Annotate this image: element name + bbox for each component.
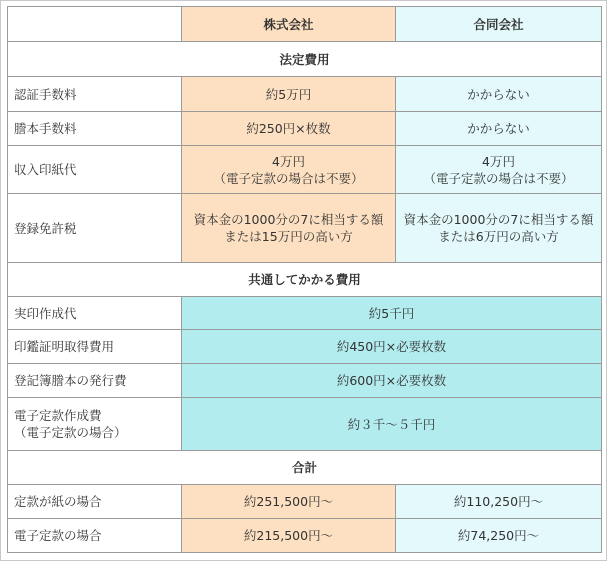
common-value: 約600円×必要枚数 xyxy=(182,364,602,398)
header-godo: 合同会社 xyxy=(396,7,602,42)
row-label: 電子定款の場合 xyxy=(8,519,182,553)
kabushiki-value: 約5万円 xyxy=(182,77,396,112)
header-kabushiki: 株式会社 xyxy=(182,7,396,42)
table-row xyxy=(8,194,602,263)
godo-value: 約110,250円～ xyxy=(396,485,602,519)
godo-value xyxy=(396,194,602,263)
godo-value: 約74,250円～ xyxy=(396,519,602,553)
section-total: 合計 xyxy=(8,451,602,485)
section-row-legal xyxy=(8,42,602,77)
table-row xyxy=(8,519,602,553)
common-value: 約5千円 xyxy=(182,297,602,330)
table-row xyxy=(8,146,602,194)
row-label: 定款が紙の場合 xyxy=(8,485,182,519)
row-label: 謄本手数料 xyxy=(8,112,182,146)
table-row xyxy=(8,485,602,519)
table-row xyxy=(8,297,602,330)
value-line: 資本金の1000分の7に相当する額 xyxy=(193,212,384,227)
table-row xyxy=(8,112,602,146)
section-common-fees: 共通してかかる費用 xyxy=(8,263,602,297)
row-label: 認証手数料 xyxy=(8,77,182,112)
godo-value: かからない xyxy=(396,112,602,146)
common-value: 約３千～５千円 xyxy=(182,398,602,451)
table-row xyxy=(8,364,602,398)
kabushiki-value: 約250円×枚数 xyxy=(182,112,396,146)
section-row-common xyxy=(8,263,602,297)
row-label: 印鑑証明取得費用 xyxy=(8,330,182,364)
table-row xyxy=(8,330,602,364)
godo-value xyxy=(396,146,602,194)
kabushiki-value: 約215,500円～ xyxy=(182,519,396,553)
label-line: 電子定款作成費 xyxy=(14,408,102,423)
table-row xyxy=(8,77,602,112)
cost-comparison-table xyxy=(7,6,602,553)
section-legal-fees: 法定費用 xyxy=(8,42,602,77)
row-label: 実印作成代 xyxy=(8,297,182,330)
row-label: 登録免許税 xyxy=(8,194,182,263)
row-label: 登記簿謄本の発行費 xyxy=(8,364,182,398)
value-line: 4万円 xyxy=(482,153,515,169)
value-line: 資本金の1000分の7に相当する額 xyxy=(403,212,594,227)
kabushiki-value xyxy=(182,194,396,263)
kabushiki-value: 約251,500円～ xyxy=(182,485,396,519)
row-label: 収入印紙代 xyxy=(8,146,182,194)
section-row-total xyxy=(8,451,602,485)
header-row xyxy=(8,7,602,42)
godo-value: かからない xyxy=(396,77,602,112)
value-note: （電子定款の場合は不要） xyxy=(423,170,574,186)
label-note: （電子定款の場合） xyxy=(14,425,127,440)
value-line: または15万円の高い方 xyxy=(224,229,353,244)
value-line: 4万円 xyxy=(272,153,305,169)
value-line: または6万円の高い方 xyxy=(438,229,559,244)
row-label xyxy=(8,398,182,451)
kabushiki-value xyxy=(182,146,396,194)
common-value: 約450円×必要枚数 xyxy=(182,330,602,364)
table-row xyxy=(8,398,602,451)
header-corner xyxy=(8,7,182,42)
value-note: （電子定款の場合は不要） xyxy=(213,170,364,186)
